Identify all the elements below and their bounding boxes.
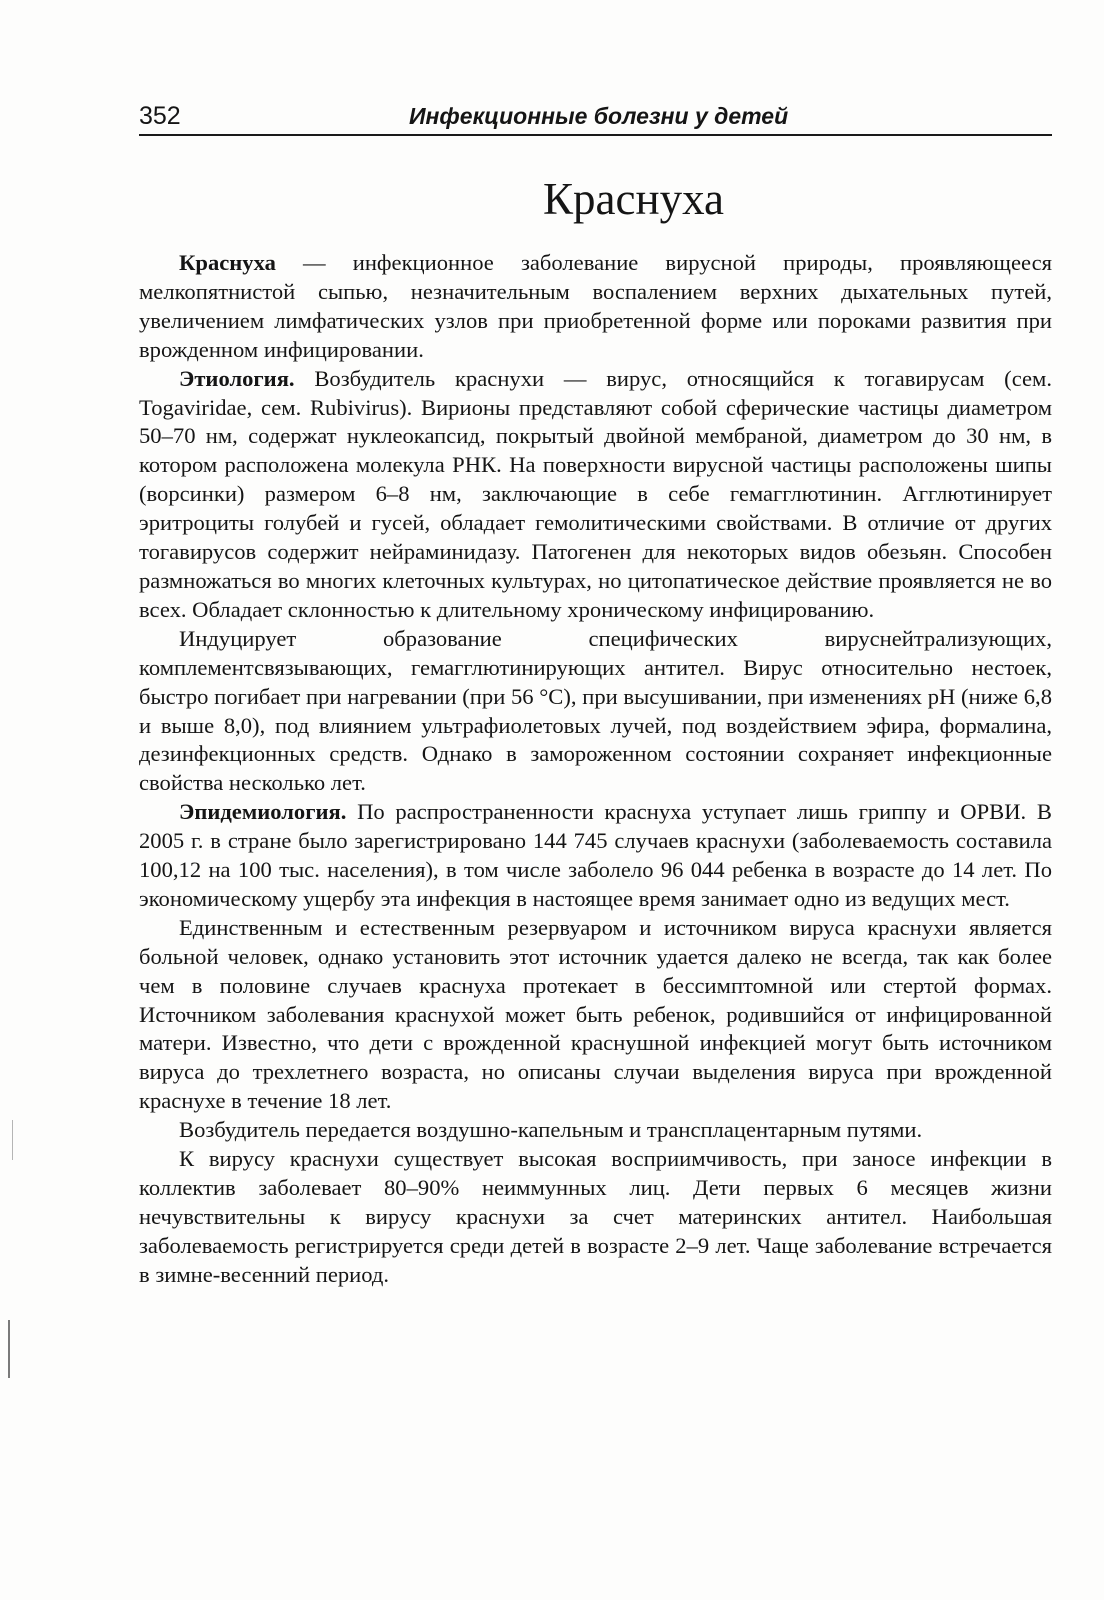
page-number: 352 [139, 102, 181, 130]
term-heading: Краснуха [179, 250, 276, 275]
page-header [139, 96, 1052, 136]
paragraph-text: По распространенности краснуха уступает лишь гриппу и ОРВИ. В 2005 г. в стране было зарегистрировано 144 745 случаев краснухи (заболеваемость составила 100,12 на 100 тыс. населения), в том числе заболело 96 044 ребенка в возрасте до 14 лет. По экономическому ущербу эта инфекция в настоящее время занимает одно из ведущих мест. [139, 799, 1052, 911]
paragraph-text: Возбудитель краснухи — вирус, относящийся к тогавирусам (сем. Togaviridae, сем. Rubivirus). Вирионы представляют собой сферические частицы диаметром 50–70 нм, содержат нуклеокапсид, покрытый двойной мембраной, диаметром до 30 нм, в котором расположена молекула РНК. На поверхности вирусной частицы расположены шипы (ворсинки) размером 6–8 нм, заключающие в себе гемагглютинин. Агглютинирует эритроциты голубей и гусей, обладает гемолитическими свойствами. В отличие от других тогавирусов содержит нейраминидазу. Патогенен для некоторых видов обезьян. Способен размножаться во многих клеточных культурах, но цитопатическое действие проявляется не во всех. Обладает склонностью к длительному хроническому инфицированию. [139, 365, 1052, 622]
paragraph-etiology [139, 365, 1052, 625]
running-head: Инфекционные болезни у детей [409, 103, 789, 129]
paragraph-epidemiology [139, 798, 1052, 914]
paragraph-text: Единственным и естественным резервуаром и источником вируса краснухи является больной человек, однако установить этот источник удается далеко не всегда, так как более чем в половине случаев краснуха протекает в бессимптомной или стертой формах. Источником заболевания краснухой может быть ребенок, родившийся от инфицированной матери. Известно, что дети с врожденной краснушной инфекцией могут быть источником вируса до трехлетнего возраста, но описаны случаи выделения вируса при врожденной краснухе в течение 18 лет. [139, 914, 1052, 1114]
paragraph-transmission [139, 1116, 1052, 1145]
paragraph-text: Индуцирует образование специфических вируснейтрализующих, комплементсвязывающих, гемагглютинирующих антител. Вирус относительно нестоек, быстро погибает при нагревании (при 56 °С), при высушивании, при изменениях pH (ниже 6,8 и выше 8,0), под влиянием ультрафиолетовых лучей, под воздействием эфира, формалина, дезинфекционных средств. Однако в замороженном состоянии сохраняет инфекционные свойства несколько лет. [139, 625, 1052, 796]
chapter-title: Краснуха [543, 174, 724, 224]
chapter-body [139, 249, 1052, 1290]
paragraph-text: Возбудитель передается воздушно-капельным и трансплацентарным путями. [179, 1117, 923, 1143]
paragraph-reservoir [139, 914, 1052, 1116]
scan-mark [12, 1120, 13, 1160]
paragraph-antibodies [139, 625, 1052, 798]
paragraph-text: К вирусу краснухи существует высокая восприимчивость, при заносе инфекции в коллектив заболевает 80–90% неиммунных лиц. Дети первых 6 месяцев жизни нечувствительны к вирусу краснухи за счет материнских антител. Наибольшая заболеваемость регистрируется среди детей в возрасте 2–9 лет. Чаще заболевание встречается в зимне-весенний период. [139, 1146, 1052, 1287]
paragraph-susceptibility [139, 1145, 1052, 1290]
term-heading: Этиология. [179, 365, 295, 391]
term-heading: Эпидемиология. [179, 799, 347, 825]
scan-mark [8, 1320, 10, 1378]
paragraph-definition [139, 249, 1052, 365]
paragraph-text: — инфекционное заболевание вирусной природы, проявляющееся мелкопятнистой сыпью, незначительным воспалением верхних дыхательных путей, увеличением лимфатических узлов при приобретенной форме или пороками развития при врожденном инфицировании. [139, 250, 1052, 362]
